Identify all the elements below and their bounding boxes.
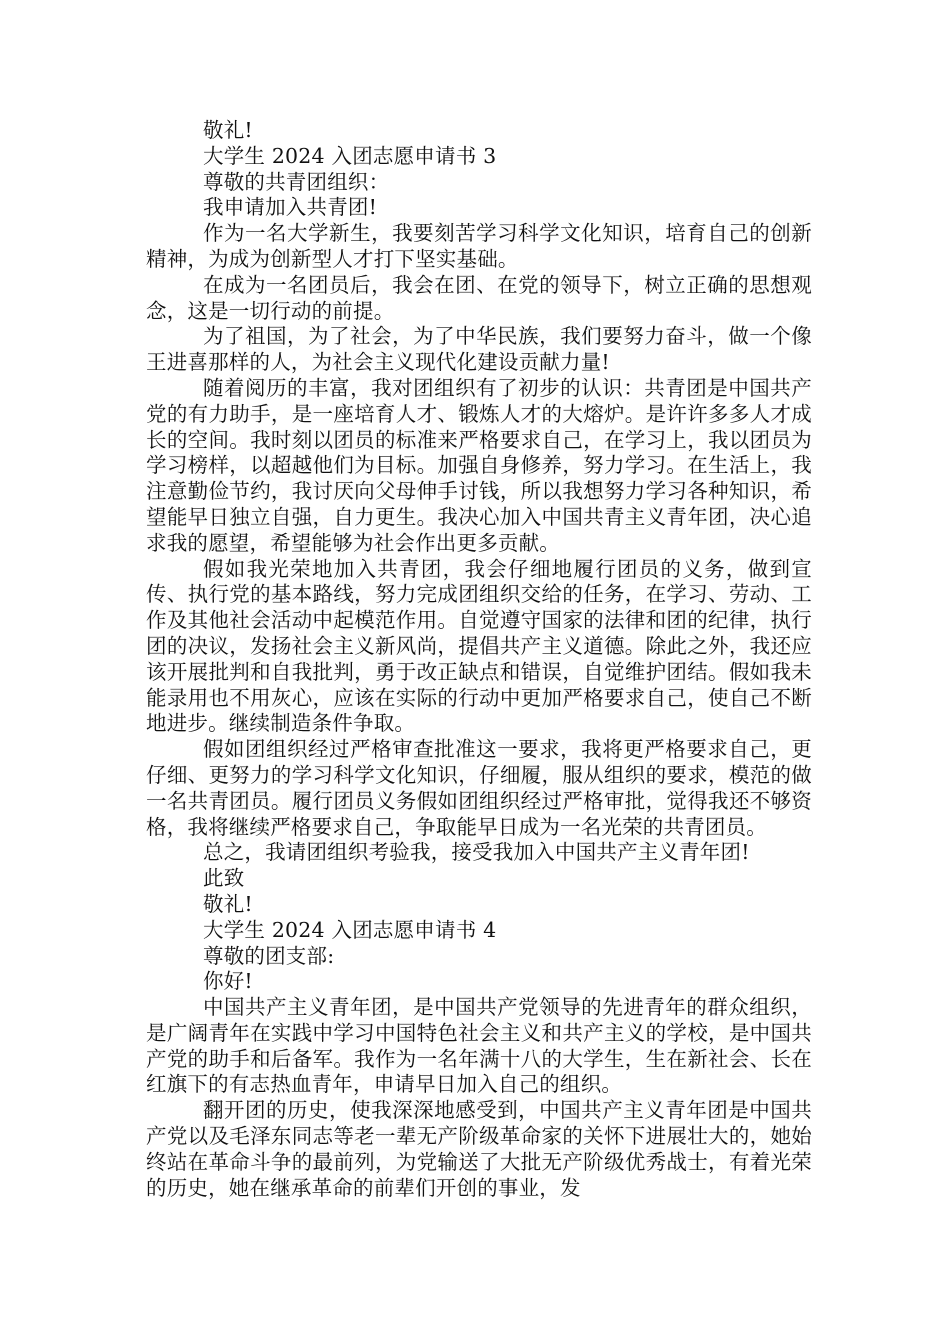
paragraph: 中国共产主义青年团，是中国共产党领导的先进青年的群众组织，是广阔青年在实践中学习中国特色社会主义和共产主义的学校，是中国共产党的助手和后备军。我作为一名年满十八的大学生，生在新社会、长在红旗下的有志热血青年，申请早日加入自己的组织。: [146, 995, 812, 1097]
section-title-4: 大学生 2024 入团志愿申请书 4: [203, 917, 497, 942]
document-body: [146, 118, 812, 1201]
paragraph: 为了祖国，为了社会，为了中华民族，我们要努力奋斗，做一个像王进喜那样的人，为社会主义现代化建设贡献力量!: [146, 324, 812, 375]
closing-line: 此致: [203, 866, 245, 891]
salutation: 尊敬的共青团组织：: [203, 169, 390, 194]
opening-statement: 我申请加入共青团!: [203, 195, 378, 220]
closing-salute: 敬礼!: [203, 891, 253, 916]
paragraph: 假如团组织经过严格审查批准这一要求，我将更严格要求自己，更仔细、更努力的学习科学文化知识，仔细履，服从组织的要求，模范的做一名共青团员。履行团员义务假如团组织经过严格审批，觉得我还不够资格，我将继续严格要求自己，争取能早日成为一名光荣的共青团员。: [146, 737, 812, 839]
greeting: 你好!: [203, 969, 253, 994]
paragraph: 翻开团的历史，使我深深地感受到，中国共产主义青年团是中国共产党以及毛泽东同志等老一辈无产阶级革命家的关怀下进展壮大的，她始终站在革命斗争的最前列，为党输送了大批无产阶级优秀战士，有着光荣的历史，她在继承革命的前辈们开创的事业，发: [146, 1098, 812, 1200]
paragraph: 在成为一名团员后，我会在团、在党的领导下，树立正确的思想观念，这是一切行动的前提。: [146, 272, 812, 323]
salutation: 尊敬的团支部:: [203, 943, 335, 968]
closing-salute: 敬礼!: [203, 118, 253, 142]
paragraph: 随着阅历的丰富，我对团组织有了初步的认识：共青团是中国共产党的有力助手，是一座培育人才、锻炼人才的大熔炉。是许许多多人才成长的空间。我时刻以团员的标准来严格要求自己，在学习上，我以团员为学习榜样，以超越他们为目标。加强自身修养，努力学习。在生活上，我注意勤俭节约，我讨厌向父母伸手讨钱，所以我想努力学习各种知识，希望能早日独立自强，自力更生。我决心加入中国共青主义青年团，决心追求我的愿望，希望能够为社会作出更多贡献。: [146, 375, 812, 555]
conclusion-line: 总之，我请团组织考验我，接受我加入中国共产主义青年团!: [203, 840, 750, 865]
section-title-3: 大学生 2024 入团志愿申请书 3: [203, 143, 497, 168]
paragraph: 假如我光荣地加入共青团，我会仔细地履行团员的义务，做到宣传、执行党的基本路线，努力完成团组织交给的任务，在学习、劳动、工作及其他社会活动中起模范作用。自觉遵守国家的法律和团的纪律，执行团的决议，发扬社会主义新风尚，提倡共产主义道德。除此之外，我还应该开展批判和自我批判，勇于改正缺点和错误，自觉维护团结。假如我未能录用也不用灰心，应该在实际的行动中更加严格要求自己，使自己不断地进步。继续制造条件争取。: [146, 556, 812, 736]
paragraph: 作为一名大学新生，我要刻苦学习科学文化知识，培育自己的创新精神，为成为创新型人才打下坚实基础。: [146, 221, 812, 271]
